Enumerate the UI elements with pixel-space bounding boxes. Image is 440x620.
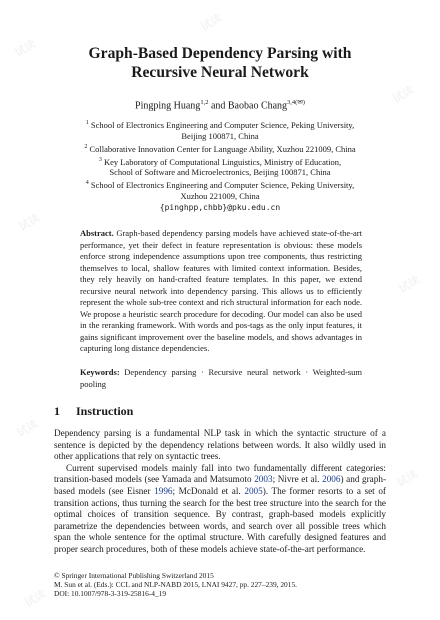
author-affil-marker: 1,2 (200, 99, 209, 106)
abstract-label: Abstract. (80, 228, 114, 238)
affiliation-text: School of Electronics Engineering and Computer Science, Peking University, (90, 119, 355, 130)
text-run: ; Nivre et al. (272, 474, 323, 485)
author-affil-marker: 3,4(✉) (287, 99, 305, 106)
affiliations (60, 118, 380, 213)
paragraph: Dependency parsing is a fundamental NLP task in which the syntactic structure of a sentence is depicted by the dependency relations between words. It also wildly used in other applications that rely on syntactic trees. (54, 428, 386, 462)
watermark: 试读 (22, 587, 49, 610)
doi-line[interactable]: DOI: 10.1007/978-3-319-25816-4_19 (54, 589, 167, 599)
keywords-text: Dependency parsing · Recursive neural network · Weighted-sum pooling (80, 367, 362, 389)
affiliation-line (60, 131, 380, 142)
affiliation-line (60, 167, 380, 178)
title-line: Recursive Neural Network (131, 64, 309, 81)
watermark: 试读 (390, 83, 417, 106)
section-title: Instruction (76, 404, 134, 418)
abstract (80, 228, 362, 355)
affiliation-marker: 2 (84, 143, 88, 150)
body-text (54, 428, 386, 556)
text-run: ). The former resorts to a set of transition actions, thus turning the search for the best tree structure into the search for the optimal choices of transition sequence. By contrast, graph-based models explicitly parametrize the dependencies between words, and search over all possible trees which span the whole sentence for the optimal structure. With carefully designed features and proper search procedures, both of these models achieve state-of-the-art performance. (54, 485, 386, 554)
author-conjunction: and (210, 100, 226, 112)
text-run: ; McDonald et al. (172, 485, 245, 496)
author-name: Pingping Huang (135, 100, 201, 112)
affiliation-text: Xuzhou 221009, China (180, 191, 260, 202)
author-name: Baobao Chang (227, 100, 288, 112)
citation-link[interactable]: 2003 (254, 474, 273, 485)
affiliation-text: School of Software and Microelectronics, Beijing 100871, China (109, 167, 331, 178)
watermark: 试读 (16, 211, 43, 234)
affiliation-line (60, 155, 380, 168)
keywords-label: Keywords: (80, 367, 120, 377)
affiliation-text: Beijing 100871, China (181, 130, 259, 141)
affiliation-line (60, 142, 380, 155)
watermark: 试读 (394, 467, 421, 490)
paragraph (54, 463, 386, 556)
citation-link[interactable]: 2005 (244, 485, 263, 496)
affiliation-text: School of Electronics Engineering and Computer Science, Peking University, (90, 180, 355, 191)
author-list (40, 96, 400, 112)
affiliation-line (60, 118, 380, 131)
watermark: 试读 (396, 273, 423, 296)
title-line: Graph-Based Dependency Parsing with (88, 45, 352, 62)
citation-link[interactable]: 2006 (322, 474, 341, 485)
affiliation-line (60, 178, 380, 191)
keywords (80, 367, 362, 390)
copyright-line: © Springer International Publishing Switzerland 2015 (54, 571, 214, 580)
paper-title (40, 44, 400, 82)
affiliation-marker: 4 (85, 180, 89, 187)
affiliation-text: Key Laboratory of Computational Linguistics, Ministry of Education, (103, 156, 342, 167)
affiliation-text: Collaborative Innovation Center for Language Ability, Xuzhou 221009, China (89, 143, 356, 154)
abstract-text: Graph-based dependency parsing models have achieved state-of-the-art performance, yet their defect in feature representation is obvious: these models enforce strong independence assumptions upon tree components, thus restricting themselves to local, shallow features with limited context information. Besides, they rely heavily on hand-crafted feature templates. In this paper, we extend recursive neural network into dependency parsing. This allows us to efficiently represent the whole sub-tree context and rich structural information for each node. We propose a heuristic search procedure for decoding. Our model can also be used in the reranking framework. With words and pos-tags as the only input features, it gains significant improvement over the baseline models, and shows advantages in capturing long distance dependencies. (80, 228, 363, 353)
text-run: Current supervised models mainly fall into two fundamentally different categories: transition-based models (see Yamada and Matsumoto (54, 462, 386, 485)
citation-line: M. Sun et al. (Eds.): CCL and NLP-NABD 2015, LNAI 9427, pp. 227–239, 2015. (54, 580, 297, 590)
citation-link[interactable]: 1996 (154, 485, 173, 496)
section-heading (54, 404, 133, 419)
copyright-footer (54, 571, 386, 599)
affiliation-line (60, 191, 380, 202)
author-email[interactable]: {pinghpp,chbb}@pku.edu.cn (159, 203, 281, 213)
watermark: 试读 (14, 417, 41, 440)
section-number: 1 (54, 404, 60, 418)
watermark: 试读 (198, 11, 225, 34)
affiliation-marker: 1 (85, 120, 89, 126)
text-run: ) and graph-based models (see Eisner (54, 474, 387, 496)
watermark: 试读 (12, 37, 39, 60)
affiliation-marker: 3 (98, 156, 102, 163)
